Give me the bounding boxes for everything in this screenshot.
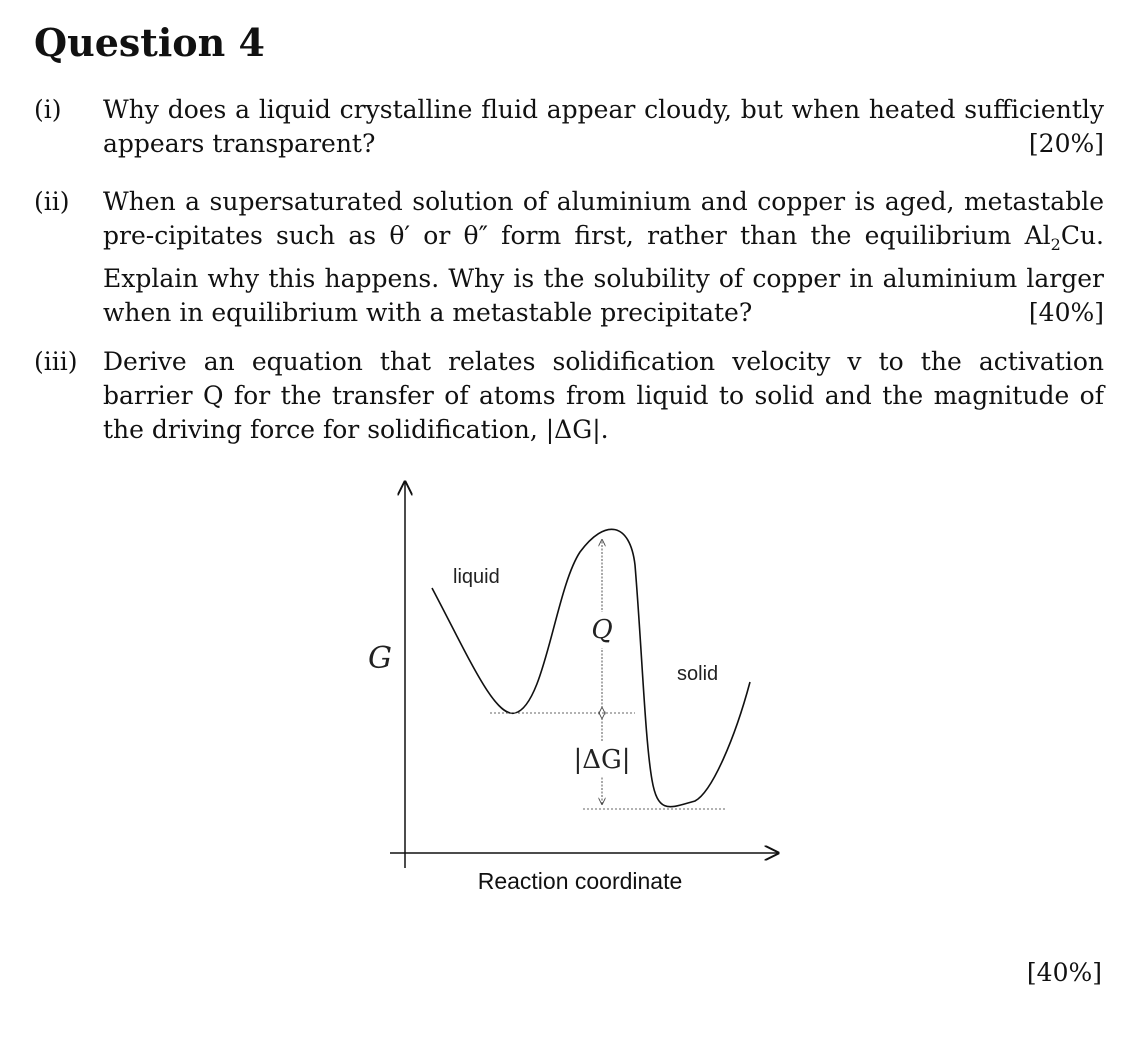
part-body: Why does a liquid crystalline fluid appear cloudy, but when heated sufficiently appears transparent? xyxy=(103,95,1104,158)
x-axis-label: Reaction coordinate xyxy=(477,868,683,894)
part-text xyxy=(103,185,1104,330)
part-text xyxy=(103,93,1104,161)
part-body-continued: Cu. Explain why this happens. Why is the solubility of copper in aluminium larger when in equilibrium with a metastable precipitate? xyxy=(103,221,1104,327)
y-axis-label: G xyxy=(368,641,392,676)
final-mark: [40%] xyxy=(1026,958,1102,987)
part-body: When a supersaturated solution of aluminium and copper is aged, metastable pre-cipitates such as θ′ or θ″ form first, rather than the equilibrium Al xyxy=(103,187,1104,250)
part-body: Derive an equation that relates solidification velocity v to the activation barrier Q for the transfer of atoms from liquid to solid and the magnitude of the driving force for solidification, |ΔG|. xyxy=(103,347,1104,444)
question-title: Question 4 xyxy=(34,20,265,65)
question-part-i xyxy=(34,93,1104,161)
question-part-iii xyxy=(34,345,1104,447)
part-label: (iii) xyxy=(34,347,78,376)
part-mark: [20%] xyxy=(1028,129,1104,158)
liquid-label: liquid xyxy=(453,566,500,588)
driving-force-label: |ΔG| xyxy=(573,745,631,775)
energy-diagram-svg xyxy=(340,470,800,910)
subscript: 2 xyxy=(1050,235,1061,254)
solid-label: solid xyxy=(677,663,719,685)
barrier-label: Q xyxy=(591,615,613,645)
part-text xyxy=(103,345,1104,447)
energy-diagram xyxy=(340,470,800,910)
part-label: (i) xyxy=(34,95,62,124)
part-label: (ii) xyxy=(34,187,70,216)
question-part-ii xyxy=(34,185,1104,330)
part-mark: [40%] xyxy=(1028,298,1104,327)
